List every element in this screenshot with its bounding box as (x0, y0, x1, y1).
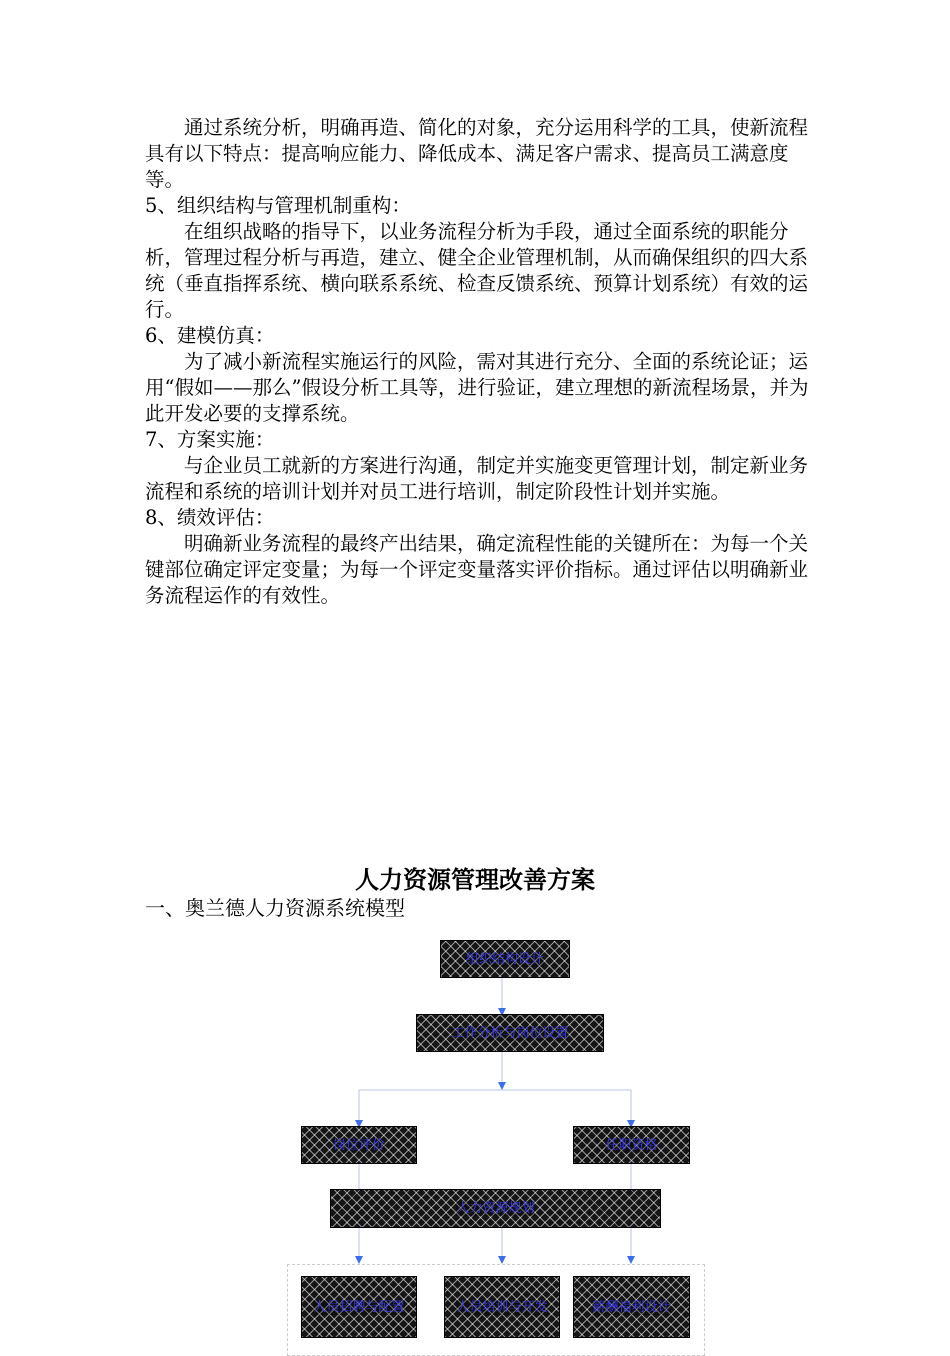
numbered-heading: 6、建模仿真： (145, 324, 275, 347)
box-qualification: 任职资格 (573, 1126, 690, 1164)
box-compensation: 薪酬福利设计 (573, 1276, 690, 1338)
numbered-heading: 5、组织结构与管理机制重构： (145, 194, 411, 217)
box-org-structure: 组织结构设计 (440, 940, 570, 978)
section-heading: 一、奥兰德人力资源系统模型 (145, 896, 405, 920)
document-title: 人力资源管理改善方案 (355, 865, 595, 894)
box-job-analysis: 工作分析与岗位设置 (416, 1014, 604, 1052)
box-job-evaluation: 岗位评价 (301, 1126, 417, 1164)
numbered-heading: 8、绩效评估： (145, 506, 275, 529)
body-paragraph: 与企业员工就新的方案进行沟通，制定并实施变更管理计划，制定新业务流程和系统的培训计划并对员工进行培训，制定阶段性计划并实施。 (145, 454, 809, 503)
body-text (145, 115, 825, 609)
box-hr-planning: 人力资源规划 (330, 1189, 661, 1228)
box-recruitment: 人员招聘与配置 (301, 1276, 417, 1338)
numbered-heading: 7、方案实施： (145, 428, 275, 451)
body-paragraph: 为了减小新流程实施运行的风险，需对其进行充分、全面的系统论证；运用“假如——那么”假设分析工具等，进行验证，建立理想的新流程场景，并为此开发必要的支撑系统。 (145, 350, 809, 425)
body-paragraph: 在组织战略的指导下，以业务流程分析为手段，通过全面系统的职能分析，管理过程分析与再造，建立、健全企业管理机制，从而确保组织的四大系统（垂直指挥系统、横向联系系统、检查反馈系统、预算计划系统）有效的运行。 (145, 220, 809, 321)
hr-system-diagram (0, 930, 950, 1344)
body-paragraph: 明确新业务流程的最终产出结果，确定流程性能的关键所在：为每一个关键部位确定评定变量；为每一个评定变量落实评价指标。通过评估以明确新业务流程运作的有效性。 (145, 532, 809, 607)
box-training: 人员培训与开发 (444, 1276, 560, 1338)
body-paragraph: 通过系统分析，明确再造、简化的对象，充分运用科学的工具，使新流程具有以下特点：提高响应能力、降低成本、满足客户需求、提高员工满意度等。 (145, 116, 809, 191)
